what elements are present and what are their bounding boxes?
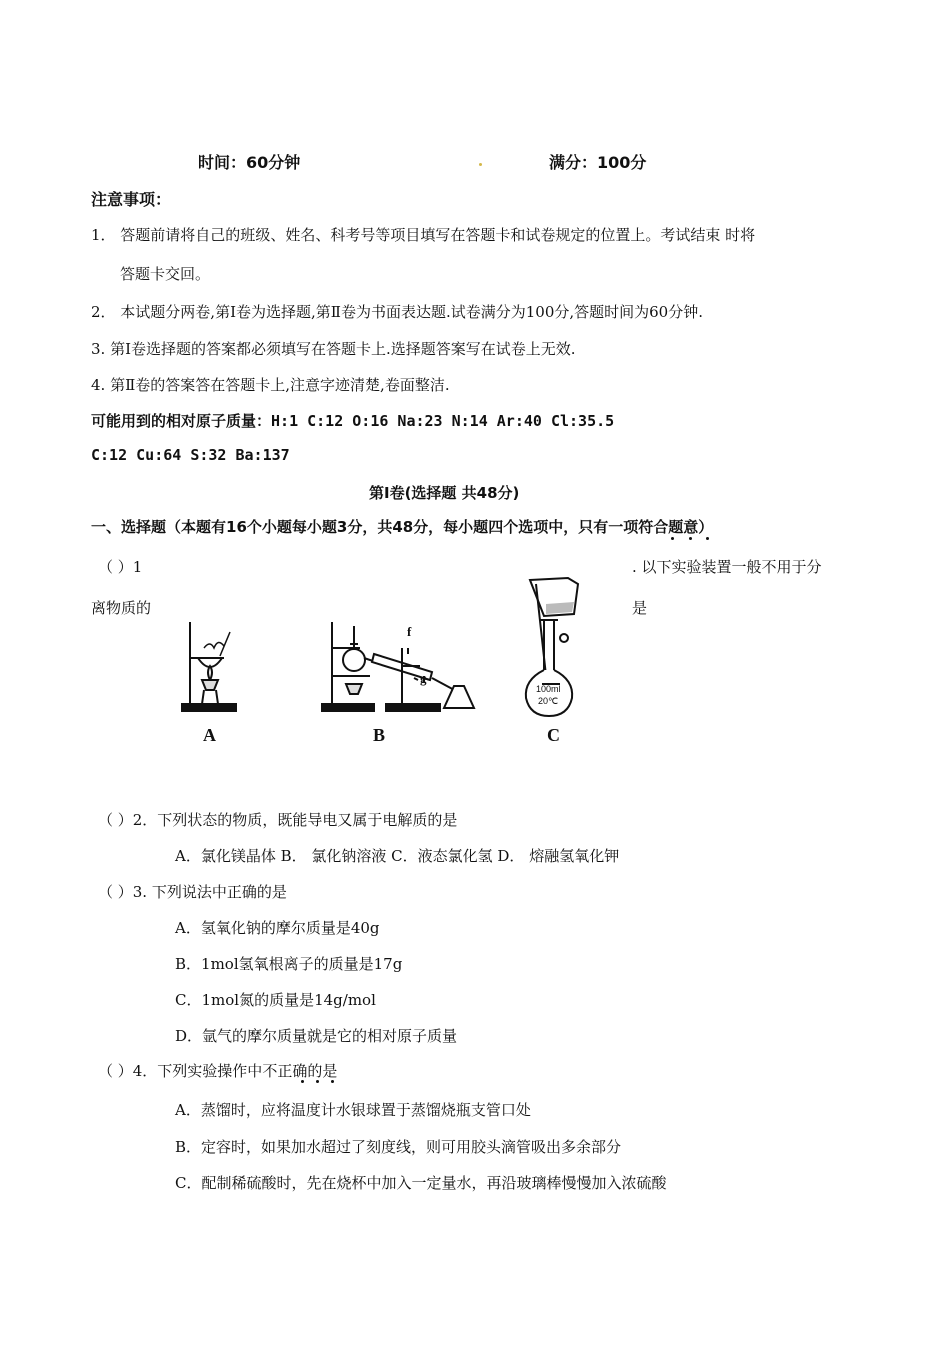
note-item-4: 4. 第Ⅱ卷的答案答在答题卡上,注意字迹清楚,卷面整洁. <box>91 376 450 394</box>
q4-stem: （ ）4．下列实验操作中不正确的是 <box>98 1062 338 1080</box>
apparatus-volumetric-flask <box>520 574 600 722</box>
label-g: g <box>420 671 427 686</box>
emphasis-dot <box>301 1080 304 1083</box>
emphasis-dot <box>689 537 692 540</box>
note-item-1: 1． 答题前请将自己的班级、姓名、科考号等项目填写在答题卡和试卷规定的位置上。考试结束 时将 <box>91 226 756 244</box>
label-a: A <box>203 725 216 745</box>
note-item-2: 2． 本试题分两卷,第Ⅰ卷为选择题,第Ⅱ卷为书面表达题.试卷满分为100分,答题时间为60分钟. <box>91 303 703 321</box>
q1-stem-end: 是 <box>632 599 648 617</box>
q3-option-b: B．1mol氢氧根离子的质量是17g <box>175 955 403 973</box>
emphasis-dot <box>671 537 674 540</box>
q1-stem-cont: 离物质的 <box>91 599 152 617</box>
section-title: 第Ⅰ卷(选择题 共48分) <box>369 484 520 502</box>
apparatus-evaporation <box>180 618 240 714</box>
q1-stem: . 以下实验装置一般不用于分 <box>632 558 822 576</box>
notes-title: 注意事项： <box>91 190 172 209</box>
emphasis-dot <box>316 1080 319 1083</box>
atomic-mass-line-2: C:12 Cu:64 S:32 Ba:137 <box>91 446 290 464</box>
q3-option-d: D．氩气的摩尔质量就是它的相对原子质量 <box>175 1027 458 1045</box>
q3-stem: （ ）3. 下列说法中正确的是 <box>98 883 287 901</box>
q4-option-b: B．定容时，如果加水超过了刻度线，则可用胶头滴管吸出多余部分 <box>175 1138 622 1156</box>
exam-time: 时间：60分钟 <box>198 153 301 172</box>
exam-full-score: 满分：100分 <box>549 153 647 172</box>
q2-options: A．氯化镁晶体 B． 氯化钠溶液 C．液态氯化氢 D． 熔融氢氧化钾 <box>175 847 620 865</box>
label-f: f <box>407 624 412 639</box>
flask-temp-label: 20℃ <box>538 696 559 706</box>
section-heading: 一、选择题（本题有16个小题每小题3分，共48分，每小题四个选项中，只有一项符合题意） <box>91 518 714 536</box>
q4-option-a: A．蒸馏时，应将温度计水银球置于蒸馏烧瓶支管口处 <box>175 1101 531 1119</box>
q4-option-c: C．配制稀硫酸时，先在烧杯中加入一定量水，再沿玻璃棒慢慢加入浓硫酸 <box>175 1174 667 1192</box>
q3-option-c: C．1mol氮的质量是14g/mol <box>175 991 376 1009</box>
label-b: B <box>373 725 386 745</box>
note-item-1-cont: 答题卡交回。 <box>120 265 211 283</box>
apparatus-distillation <box>320 618 480 714</box>
stray-mark <box>479 163 482 166</box>
flask-volume-label: 100ml <box>536 684 561 694</box>
emphasis-dot <box>706 537 709 540</box>
q1-prefix: （ ）1 <box>98 558 143 576</box>
q3-option-a: A．氢氧化钠的摩尔质量是40g <box>175 919 380 937</box>
emphasis-dot <box>331 1080 334 1083</box>
q2-stem: （ ）2．下列状态的物质，既能导电又属于电解质的是 <box>98 811 458 829</box>
note-item-3: 3. 第Ⅰ卷选择题的答案都必须填写在答题卡上.选择题答案写在试卷上无效. <box>91 340 576 358</box>
atomic-mass-line-1: 可能用到的相对原子质量：H:1 C:12 O:16 Na:23 N:14 Ar:40 Cl:35.5 <box>91 412 615 430</box>
label-c: C <box>547 725 560 745</box>
